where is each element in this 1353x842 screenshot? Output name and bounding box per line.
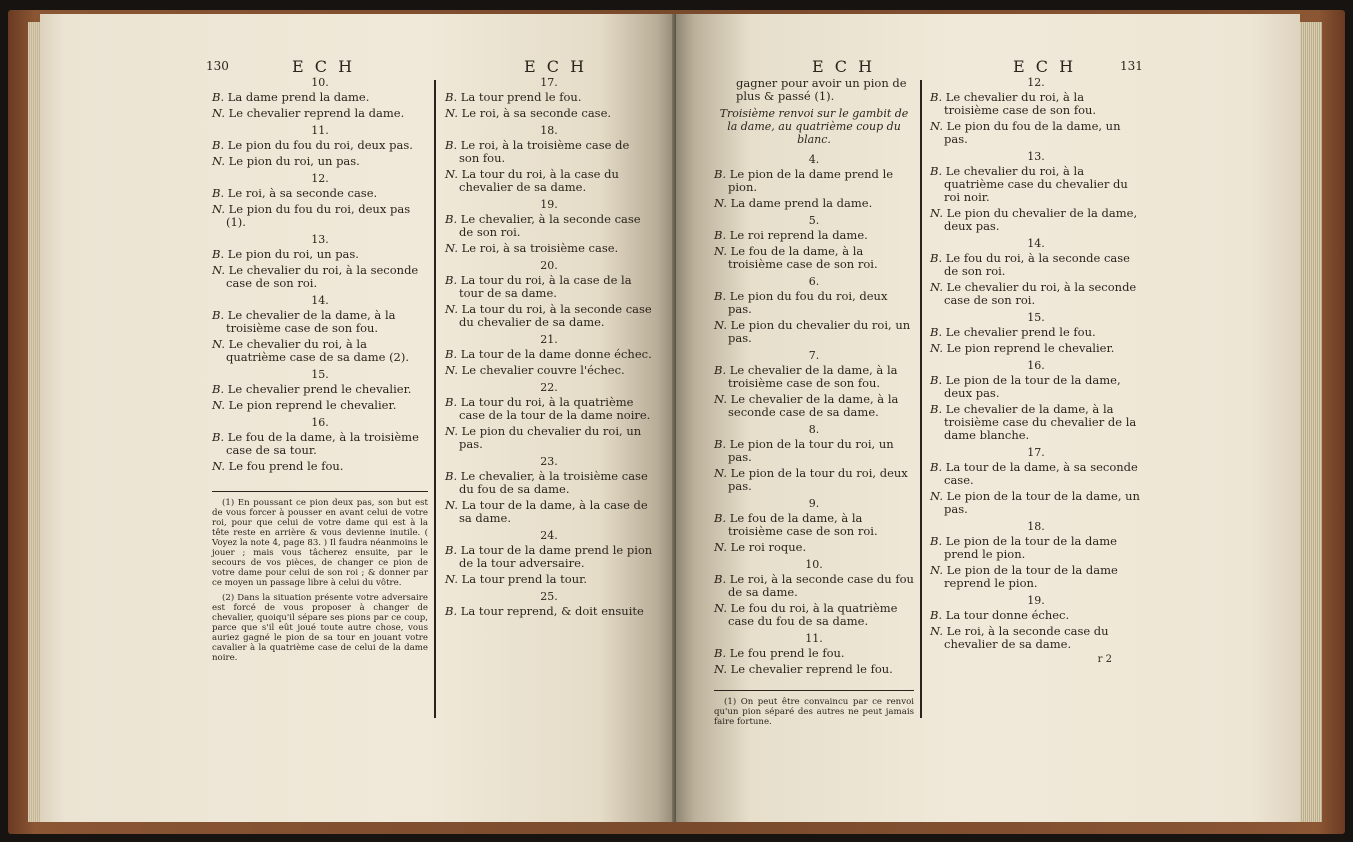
move-number: 10. — [805, 558, 823, 571]
move-line — [714, 290, 914, 316]
move-number: 4. — [808, 153, 820, 166]
move-text: Le pion reprend le chevalier. — [224, 398, 397, 412]
move-text: La tour du roi, à la case de la tour de sa dame. — [457, 273, 632, 300]
move-number: 19. — [540, 198, 558, 211]
move-text: Le pion du roi, un pas. — [224, 154, 360, 168]
footnote-rule-131 — [714, 690, 914, 691]
side-label: B. — [930, 373, 943, 387]
move-line — [212, 383, 428, 396]
move-number: 8. — [808, 423, 820, 436]
move-text: Le chevalier couvre l'échec. — [457, 363, 625, 377]
side-label: N. — [930, 341, 943, 355]
move-text: La tour prend le fou. — [457, 90, 582, 104]
side-label: B. — [212, 308, 225, 322]
move-text: La dame prend la dame. — [224, 90, 370, 104]
side-label: B. — [212, 247, 225, 261]
move-text: La tour reprend, & doit ensuite — [457, 604, 644, 618]
move-line — [212, 203, 428, 229]
move-line — [445, 470, 653, 496]
section-subtitle: Troisième renvoi sur le gambit de la dame, au quatrième coup du blanc. — [719, 107, 909, 146]
move-text: Le fou de la dame, à la troisième case de son roi. — [726, 244, 878, 271]
side-label: B. — [445, 469, 458, 483]
side-label: B. — [930, 90, 943, 104]
side-label: B. — [445, 90, 458, 104]
column-130-right — [445, 74, 653, 621]
move-text: Le chevalier, à la seconde case de son roi. — [457, 212, 641, 239]
side-label: N. — [212, 398, 225, 412]
move-line — [445, 213, 653, 239]
page-130 — [40, 14, 676, 822]
move-line — [445, 499, 653, 525]
move-line — [930, 91, 1142, 117]
footnotes-130 — [212, 498, 428, 663]
move-line — [930, 281, 1142, 307]
side-label: B. — [930, 608, 943, 622]
side-label: B. — [445, 543, 458, 557]
move-number: 13. — [1027, 150, 1045, 163]
move-text: Le pion de la tour de la dame, deux pas. — [942, 373, 1121, 400]
move-text: Le fou de la dame, à la troisième case de sa tour. — [224, 430, 419, 457]
move-text: Le pion de la tour de la dame reprend le pion. — [942, 563, 1118, 590]
move-text: Le roi, à sa seconde case. — [224, 186, 378, 200]
column-rule-130 — [434, 80, 436, 718]
footnote: (2) Dans la situation présente votre adversaire est forcé de vous proposer à changer de chevalier, quoiqu'il sépare ses pions par ce coup, parce que s'il eût joué toute autre chose, vous auriez gagné le pion de sa tour en jouant votre cavalier à la quatrième case de celui de la dame noire. — [212, 593, 428, 663]
move-text: Le roi, à la seconde case du fou de sa dame. — [726, 572, 914, 599]
side-label: B. — [714, 363, 727, 377]
side-label: B. — [930, 534, 943, 548]
move-line — [445, 544, 653, 570]
move-line — [445, 364, 653, 377]
side-label: N. — [930, 624, 943, 638]
move-number: 18. — [1027, 520, 1045, 533]
side-label: N. — [212, 106, 225, 120]
move-line — [714, 541, 914, 554]
move-line — [212, 187, 428, 200]
move-line — [714, 512, 914, 538]
move-text: Le chevalier du roi, à la seconde case de son roi. — [942, 280, 1137, 307]
move-number: 12. — [1027, 76, 1045, 89]
footnote: (1) On peut être convaincu par ce renvoi qu'un pion séparé des autres ne peut jamais faire fortune. — [714, 697, 914, 727]
move-line — [930, 326, 1142, 339]
continuation-text: gagner pour avoir un pion de plus & passé (1). — [736, 76, 907, 103]
side-label: N. — [714, 392, 727, 406]
move-line — [445, 242, 653, 255]
move-line — [714, 319, 914, 345]
footnote: (1) En poussant ce pion deux pas, son but est de vous forcer à pousser en avant celui de votre roi, pour que celui de votre dame qui est à la tête reste en arrière & vous devienne inutile. ( Voyez la note 4, page 83. ) Il faudra néanmoins le jouer ; mais vous tâcherez ensuite, par le secours de vos pièces, de changer ce pion de votre dame pour celui de son roi ; & donner par ce moyen un passage libre à celui du vôtre. — [212, 498, 428, 588]
side-label: N. — [445, 424, 458, 438]
side-label: N. — [714, 601, 727, 615]
move-line — [714, 168, 914, 194]
move-line — [445, 605, 653, 618]
side-label: B. — [445, 138, 458, 152]
move-text: Le roi, à la troisième case de son fou. — [457, 138, 630, 165]
side-label: B. — [930, 164, 943, 178]
move-line — [930, 625, 1142, 651]
side-label: N. — [714, 244, 727, 258]
move-line — [714, 602, 914, 628]
side-label: B. — [714, 572, 727, 586]
move-line — [445, 91, 653, 104]
move-number: 19. — [1027, 594, 1045, 607]
side-label: B. — [930, 402, 943, 416]
move-text: Le pion du fou du roi, deux pas. — [726, 289, 888, 316]
move-number: 5. — [808, 214, 820, 227]
side-label: B. — [445, 212, 458, 226]
side-label: N. — [212, 202, 225, 216]
side-label: B. — [445, 347, 458, 361]
side-label: B. — [445, 273, 458, 287]
side-label: B. — [714, 167, 727, 181]
footnote-rule-130 — [212, 491, 428, 492]
move-text: Le fou prend le fou. — [224, 459, 344, 473]
move-text: Le roi, à la seconde case du chevalier de sa dame. — [942, 624, 1109, 651]
move-number: 11. — [311, 124, 329, 137]
move-line — [445, 348, 653, 361]
move-line — [212, 139, 428, 152]
move-text: La tour de la dame prend le pion de la tour adversaire. — [457, 543, 653, 570]
footnotes-131 — [714, 697, 914, 727]
move-line — [212, 338, 428, 364]
side-label: B. — [714, 511, 727, 525]
move-text: La tour du roi, à la case du chevalier de sa dame. — [457, 167, 619, 194]
move-line — [714, 663, 914, 676]
move-line — [930, 461, 1142, 487]
move-text: Le chevalier reprend la dame. — [224, 106, 405, 120]
side-label: N. — [212, 459, 225, 473]
move-text: Le pion du fou du roi, deux pas (1). — [224, 202, 411, 229]
side-label: N. — [445, 572, 458, 586]
move-text: La dame prend la dame. — [726, 196, 873, 210]
column-130-left — [212, 74, 428, 668]
move-line — [930, 342, 1142, 355]
move-line — [212, 399, 428, 412]
side-label: N. — [212, 154, 225, 168]
side-label: B. — [212, 382, 225, 396]
side-label: N. — [930, 206, 943, 220]
side-label: B. — [445, 604, 458, 618]
move-line — [445, 396, 653, 422]
move-line — [445, 274, 653, 300]
move-line — [930, 403, 1142, 442]
move-line — [445, 573, 653, 586]
move-text: Le chevalier du roi, à la quatrième case de sa dame (2). — [224, 337, 410, 364]
running-head-131-col1: E C H — [812, 57, 876, 76]
side-label: N. — [714, 662, 727, 676]
move-number: 20. — [540, 259, 558, 272]
column-131-left — [714, 76, 914, 732]
moves-130-left — [212, 75, 428, 473]
move-line — [930, 609, 1142, 622]
move-line — [714, 647, 914, 660]
move-line — [445, 139, 653, 165]
page-number-131: 131 — [1120, 59, 1143, 73]
move-text: Le pion du chevalier du roi, un pas. — [457, 424, 642, 451]
move-line — [714, 364, 914, 390]
move-line — [212, 248, 428, 261]
move-number: 6. — [808, 275, 820, 288]
move-text: Le pion de la tour de la dame prend le pion. — [942, 534, 1117, 561]
move-line — [714, 229, 914, 242]
side-label: N. — [714, 196, 727, 210]
move-text: La tour donne échec. — [942, 608, 1070, 622]
move-line — [445, 303, 653, 329]
side-label: N. — [714, 540, 727, 554]
column-rule-131 — [920, 80, 922, 718]
move-text: Le chevalier prend le fou. — [942, 325, 1096, 339]
move-text: Le pion de la tour du roi, deux pas. — [726, 466, 908, 493]
move-text: Le fou du roi, à la quatrième case du fou de sa dame. — [726, 601, 898, 628]
running-head-130: E C H — [292, 57, 356, 76]
side-label: N. — [930, 563, 943, 577]
move-number: 14. — [1027, 237, 1045, 250]
move-number: 21. — [540, 333, 558, 346]
move-text: Le chevalier du roi, à la quatrième case du chevalier du roi noir. — [942, 164, 1128, 204]
signature-mark: r 2 — [1097, 654, 1112, 665]
move-text: Le chevalier prend le chevalier. — [224, 382, 412, 396]
move-text: Le roi reprend la dame. — [726, 228, 868, 242]
move-number: 18. — [540, 124, 558, 137]
move-text: Le pion du roi, un pas. — [224, 247, 359, 261]
move-line — [212, 155, 428, 168]
side-label: N. — [445, 498, 458, 512]
side-label: N. — [212, 337, 225, 351]
move-line — [930, 374, 1142, 400]
move-text: Le fou prend le fou. — [726, 646, 845, 660]
move-text: La tour prend la tour. — [457, 572, 588, 586]
side-label: N. — [445, 106, 458, 120]
move-line — [445, 168, 653, 194]
move-number: 16. — [311, 416, 329, 429]
side-label: N. — [930, 280, 943, 294]
side-label: N. — [445, 167, 458, 181]
move-line — [930, 490, 1142, 516]
move-number: 12. — [311, 172, 329, 185]
page-number-130: 130 — [206, 59, 229, 73]
move-number: 15. — [311, 368, 329, 381]
move-text: La tour du roi, à la seconde case du chevalier de sa dame. — [457, 302, 652, 329]
move-number: 10. — [311, 76, 329, 89]
side-label: B. — [212, 90, 225, 104]
side-label: B. — [930, 251, 943, 265]
move-line — [930, 252, 1142, 278]
move-text: Le pion de la tour du roi, un pas. — [726, 437, 894, 464]
move-line — [714, 573, 914, 599]
move-text: Le roi roque. — [726, 540, 807, 554]
move-number: 17. — [1027, 446, 1045, 459]
move-number: 24. — [540, 529, 558, 542]
move-line — [212, 264, 428, 290]
move-number: 13. — [311, 233, 329, 246]
move-line — [212, 309, 428, 335]
move-text: Le chevalier du roi, à la troisième case de son fou. — [942, 90, 1097, 117]
side-label: N. — [445, 363, 458, 377]
side-label: N. — [445, 241, 458, 255]
move-text: Le roi, à sa seconde case. — [457, 106, 612, 120]
side-label: N. — [714, 318, 727, 332]
column-131-right — [930, 74, 1142, 665]
move-text: Le pion reprend le chevalier. — [942, 341, 1115, 355]
move-line — [212, 107, 428, 120]
move-text: Le roi, à sa troisième case. — [457, 241, 619, 255]
move-text: Le fou de la dame, à la troisième case de son roi. — [726, 511, 878, 538]
move-line — [714, 245, 914, 271]
side-label: N. — [930, 489, 943, 503]
side-label: B. — [212, 430, 225, 444]
side-label: B. — [930, 460, 943, 474]
move-text: Le chevalier du roi, à la seconde case de son roi. — [224, 263, 419, 290]
move-text: Le pion du chevalier de la dame, deux pas. — [942, 206, 1138, 233]
move-number: 17. — [540, 76, 558, 89]
move-text: Le pion de la tour de la dame, un pas. — [942, 489, 1140, 516]
move-line — [714, 438, 914, 464]
move-line — [445, 425, 653, 451]
moves-131-left — [714, 152, 914, 676]
move-text: Le chevalier reprend le fou. — [726, 662, 893, 676]
move-number: 15. — [1027, 311, 1045, 324]
move-text: Le chevalier, à la troisième case du fou de sa dame. — [457, 469, 648, 496]
side-label: N. — [445, 302, 458, 316]
move-number: 23. — [540, 455, 558, 468]
move-text: Le chevalier de la dame, à la troisième case du chevalier de la dame blanche. — [942, 402, 1137, 442]
move-line — [930, 207, 1142, 233]
side-label: N. — [930, 119, 943, 133]
move-number: 11. — [805, 632, 823, 645]
move-text: Le pion du fou de la dame, un pas. — [942, 119, 1121, 146]
side-label: B. — [714, 289, 727, 303]
move-text: Le pion du chevalier du roi, un pas. — [726, 318, 911, 345]
running-head-130-col2: E C H — [524, 57, 588, 76]
side-label: B. — [930, 325, 943, 339]
move-line — [930, 564, 1142, 590]
move-text: Le pion de la dame prend le pion. — [726, 167, 894, 194]
move-number: 14. — [311, 294, 329, 307]
move-number: 22. — [540, 381, 558, 394]
side-label: B. — [714, 228, 727, 242]
move-number: 16. — [1027, 359, 1045, 372]
move-line — [714, 197, 914, 210]
moves-131-right — [930, 75, 1142, 651]
move-line — [930, 120, 1142, 146]
move-text: La tour de la dame donne échec. — [457, 347, 652, 361]
move-text: La tour du roi, à la quatrième case de la tour de la dame noire. — [457, 395, 651, 422]
side-label: N. — [714, 466, 727, 480]
move-text: Le pion du fou du roi, deux pas. — [224, 138, 413, 152]
move-text: Le chevalier de la dame, à la troisième case de son fou. — [224, 308, 396, 335]
move-line — [930, 535, 1142, 561]
move-text: La tour de la dame, à sa seconde case. — [942, 460, 1138, 487]
move-line — [714, 467, 914, 493]
moves-130-right — [445, 75, 653, 618]
move-line — [714, 393, 914, 419]
move-line — [212, 431, 428, 457]
page-131 — [676, 14, 1300, 822]
side-label: B. — [445, 395, 458, 409]
side-label: N. — [212, 263, 225, 277]
move-line — [445, 107, 653, 120]
move-number: 7. — [808, 349, 820, 362]
move-line — [930, 165, 1142, 204]
move-text: Le fou du roi, à la seconde case de son roi. — [942, 251, 1130, 278]
side-label: B. — [714, 437, 727, 451]
move-number: 25. — [540, 590, 558, 603]
side-label: B. — [212, 186, 225, 200]
move-text: Le chevalier de la dame, à la seconde case de sa dame. — [726, 392, 899, 419]
move-text: La tour de la dame, à la case de sa dame. — [457, 498, 648, 525]
move-line — [212, 91, 428, 104]
side-label: B. — [212, 138, 225, 152]
move-text: Le chevalier de la dame, à la troisième case de son fou. — [726, 363, 898, 390]
move-number: 9. — [808, 497, 820, 510]
move-line — [212, 460, 428, 473]
side-label: B. — [714, 646, 727, 660]
running-head-131: E C H — [1013, 57, 1077, 76]
